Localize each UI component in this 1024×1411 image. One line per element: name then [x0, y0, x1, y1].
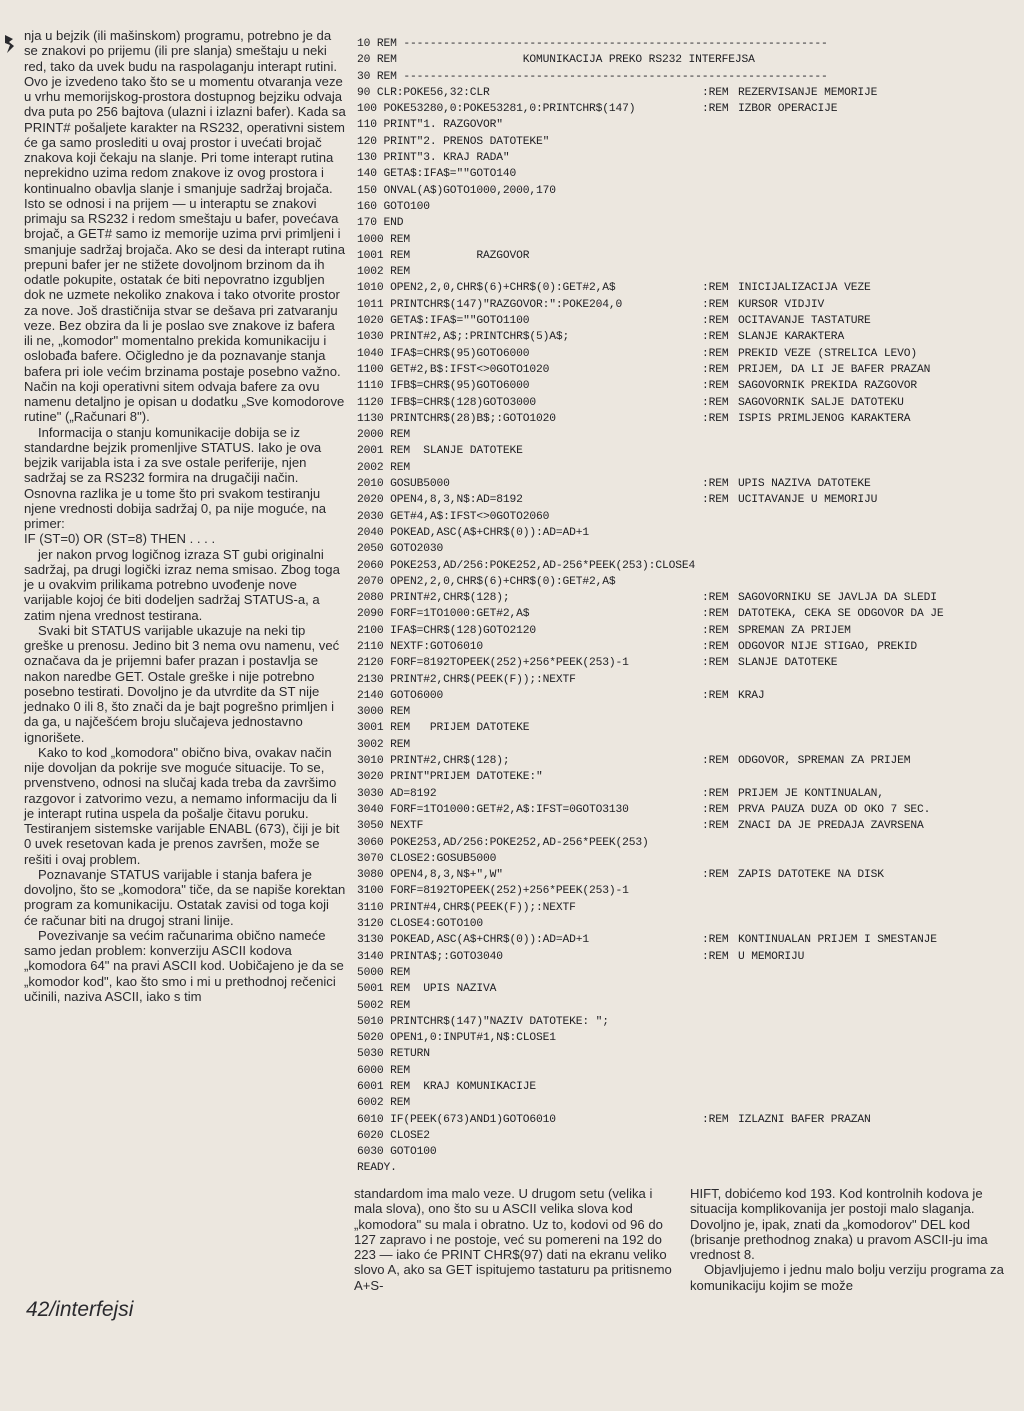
listing-code: 1010 OPEN2,2,0,CHR$(6)+CHR$(0):GET#2,A$	[357, 282, 616, 295]
listing-line	[357, 1079, 1022, 1095]
listing-rem: :REM	[702, 363, 729, 376]
listing-line	[357, 818, 1022, 834]
listing-code: 2120 FORF=8192TOPEEK(252)+256*PEEK(253)-1	[357, 657, 629, 670]
listing-rem: :REM	[702, 787, 729, 800]
listing-code: 3050 NEXTF	[357, 820, 424, 833]
listing-line	[357, 199, 1022, 215]
paragraph: Povezivanje sa većim računarima obično nameće samo jedan problem: konverziju ASCII kodova „komodora 64" na pravi ASCII kod. Uobičajeno je da se „komodor kod", kao što smo i mi u prethodnoj rečenici učinili, naziva ASCII, iako s tim	[24, 927, 344, 1004]
listing-code: 2002 REM	[357, 461, 411, 474]
listing-code: 2110 NEXTF:GOTO6010	[357, 640, 483, 653]
listing-code: 120 PRINT"2. PRENOS DATOTEKE"	[357, 135, 550, 148]
listing-line	[357, 297, 1022, 313]
listing-code: 3070 CLOSE2:GOSUB5000	[357, 852, 497, 865]
listing-line	[357, 883, 1022, 899]
listing-comment: IZLAZNI BAFER PRAZAN	[738, 1113, 871, 1126]
listing-line	[357, 1046, 1022, 1062]
listing-rem: :REM	[702, 657, 729, 670]
listing-line	[357, 737, 1022, 753]
listing-rem: :REM	[702, 689, 729, 702]
listing-comment: REZERVISANJE MEMORIJE	[738, 86, 878, 99]
listing-line	[357, 606, 1022, 622]
listing-line	[357, 590, 1022, 606]
listing-comment: INICIJALIZACIJA VEZE	[738, 282, 871, 295]
listing-line	[357, 101, 1022, 117]
listing-code: 5000 REM	[357, 966, 411, 979]
page-footer-label: 42/interfejsi	[26, 1298, 134, 1321]
listing-rem: :REM	[702, 494, 729, 507]
listing-code: 2001 REM SLANJE DATOTEKE	[357, 445, 523, 458]
listing-code: 140 GETA$:IFA$=""GOTO140	[357, 168, 517, 181]
listing-comment: OCITAVANJE TASTATURE	[738, 315, 871, 328]
listing-code: 110 PRINT"1. RAZGOVOR"	[357, 119, 503, 132]
listing-line	[357, 183, 1022, 199]
listing-code: 3110 PRINT#4,CHR$(PEEK(F));:NEXTF	[357, 901, 576, 914]
listing-rem: :REM	[702, 315, 729, 328]
listing-code: 2000 REM	[357, 429, 411, 442]
listing-comment: ZNACI DA JE PREDAJA ZAVRSENA	[738, 820, 924, 833]
listing-code: 20 REM KOMUNIKACIJA PREKO RS232 INTERFEJSA	[357, 54, 755, 67]
listing-line	[357, 1112, 1022, 1128]
listing-line	[357, 541, 1022, 557]
listing-code: 6010 IF(PEEK(673)AND1)GOTO6010	[357, 1113, 556, 1126]
listing-code: 30 REM ----------------------------------------------------------------	[357, 70, 828, 83]
listing-code: 170 END	[357, 217, 404, 230]
listing-line	[357, 362, 1022, 378]
listing-comment: KONTINUALAN PRIJEM I SMESTANJE	[738, 934, 937, 947]
listing-code: 3020 PRINT"PRIJEM DATOTEKE:"	[357, 771, 543, 784]
listing-line	[357, 329, 1022, 345]
listing-code: 6020 CLOSE2	[357, 1129, 430, 1142]
listing-code: 3040 FORF=1TO1000:GET#2,A$:IFST=0GOTO3130	[357, 803, 629, 816]
listing-line	[357, 264, 1022, 280]
listing-code: 3140 PRINTA$;:GOTO3040	[357, 950, 503, 963]
listing-code: 2080 PRINT#2,CHR$(128);	[357, 592, 510, 605]
listing-line	[357, 802, 1022, 818]
listing-line	[357, 900, 1022, 916]
listing-line	[357, 981, 1022, 997]
listing-rem: :REM	[702, 950, 729, 963]
listing-line	[357, 916, 1022, 932]
listing-line	[357, 134, 1022, 150]
listing-line	[357, 786, 1022, 802]
listing-rem: :REM	[702, 592, 729, 605]
listing-comment: KURSOR VIDJIV	[738, 298, 825, 311]
listing-comment: SLANJE DATOTEKE	[738, 657, 838, 670]
listing-line	[357, 1063, 1022, 1079]
listing-rem: :REM	[702, 1113, 729, 1126]
listing-code: 6030 GOTO100	[357, 1146, 437, 1159]
listing-line	[357, 492, 1022, 508]
listing-rem: :REM	[702, 86, 729, 99]
listing-line	[357, 1014, 1022, 1030]
listing-line	[357, 232, 1022, 248]
listing-code: 5002 REM	[357, 999, 411, 1012]
listing-code: 3030 AD=8192	[357, 787, 437, 800]
listing-code: 2040 POKEAD,ASC(A$+CHR$(0)):AD=AD+1	[357, 526, 590, 539]
listing-code: 2130 PRINT#2,CHR$(PEEK(F));:NEXTF	[357, 673, 576, 686]
listing-comment: IZBOR OPERACIJE	[738, 103, 838, 116]
listing-line	[357, 1030, 1022, 1046]
listing-line	[357, 280, 1022, 296]
listing-line	[357, 720, 1022, 736]
listing-rem: :REM	[702, 478, 729, 491]
listing-line	[357, 753, 1022, 769]
listing-line	[357, 150, 1022, 166]
listing-comment: PRIJEM, DA LI JE BAFER PRAZAN	[738, 363, 931, 376]
listing-code: 6002 REM	[357, 1097, 411, 1110]
listing-code: 2140 GOTO6000	[357, 689, 444, 702]
listing-line	[357, 655, 1022, 671]
listing-comment: SAGOVORNIK PREKIDA RAZGOVOR	[738, 380, 917, 393]
listing-code: 3010 PRINT#2,CHR$(128);	[357, 755, 510, 768]
listing-code: 2020 OPEN4,8,3,N$:AD=8192	[357, 494, 523, 507]
listing-comment: PREKID VEZE (STRELICA LEVO)	[738, 347, 917, 360]
listing-code: 1110 IFB$=CHR$(95)GOTO6000	[357, 380, 530, 393]
listing-comment: ISPIS PRIMLJENOG KARAKTERA	[738, 412, 911, 425]
listing-code: 2100 IFA$=CHR$(128)GOTO2120	[357, 624, 536, 637]
listing-rem: :REM	[702, 282, 729, 295]
listing-line	[357, 965, 1022, 981]
listing-line	[357, 1095, 1022, 1111]
listing-line	[357, 52, 1022, 68]
listing-code: 130 PRINT"3. KRAJ RADA"	[357, 152, 510, 165]
paragraph: HIFT, dobićemo kod 193. Kod kontrolnih kodova je situacija komplikovanija jer postoji malo slaganja. Dovoljno je, ipak, znati da „komodorov" DEL kod (brisanje prethodnog znaka) u pravom ASCII-ju ima vrednost 8.	[690, 1186, 988, 1262]
listing-line	[357, 867, 1022, 883]
listing-comment: SAGOVORNIK SALJE DATOTEKU	[738, 396, 904, 409]
listing-code: 160 GOTO100	[357, 200, 430, 213]
listing-rem: :REM	[702, 869, 729, 882]
listing-comment: KRAJ	[738, 689, 765, 702]
listing-line	[357, 476, 1022, 492]
listing-line	[357, 851, 1022, 867]
listing-rem: :REM	[702, 298, 729, 311]
paragraph: Informacija o stanju komunikacije dobija se iz standardne bejzik promenljive STATUS. Iako je ova bejzik varijabla ista i za sve ostale periferije, njen sadržaj se za RS232 formira na drugačiji način. Osnovna razlika je u tome što pri svakom testiranju njene vrednosti dobija sadržaj 0, pa nije moguće, na primer:	[24, 424, 327, 531]
listing-comment: PRVA PAUZA DUZA OD OKO 7 SEC.	[738, 803, 931, 816]
listing-line	[357, 1128, 1022, 1144]
paragraph: standardom ima malo veze. U drugom setu (velika i mala slova), ono što su u ASCII velika slova kod „komodora" su mala i obratno. Uz to, kodovi od 96 do 127 zapravo i ne postoje, već su pomereni na 192 do 223 — iako će PRINT CHR$(97) dati na ekranu veliko slovo A, ako sa GET ispitujemo tastaturu pa pritisnemo A+S-	[354, 1186, 672, 1293]
listing-comment: ODGOVOR, SPREMAN ZA PRIJEM	[738, 755, 911, 768]
listing-line	[357, 639, 1022, 655]
listing-rem: :REM	[702, 412, 729, 425]
listing-code: 100 POKE53280,0:POKE53281,0:PRINTCHR$(147)	[357, 103, 636, 116]
listing-code: 1040 IFA$=CHR$(95)GOTO6000	[357, 347, 530, 360]
listing-code: 6001 REM KRAJ KOMUNIKACIJE	[357, 1081, 536, 1093]
listing-line	[357, 623, 1022, 639]
listing-line	[357, 835, 1022, 851]
listing-line	[357, 688, 1022, 704]
right-bottom-column	[690, 1186, 1008, 1293]
listing-code: 1120 IFB$=CHR$(128)GOTO3000	[357, 396, 536, 409]
listing-rem: :REM	[702, 380, 729, 393]
paragraph: nja u bejzik (ili mašinskom) programu, potrebno je da se znakovi po prijemu (ili pre slanja) smeštaju u neki red, tako da uvek budu na raspolaganju interapt rutini. Ovo je izvedeno tako što se u momentu otvaranja veze u vrhu memorijskog-prostora dostupnog bejziku odvaja dva puta po 256 bajtova (ulazni i izlazni bafer). Kada sa PRINT# pošaljete karakter na RS232, operativni sistem će ga samo proslediti u ovaj prostor i uvećati brojač znakova koji čekaju na slanje. Pri tome interapt rutina neprekidno uzima redom znakove iz ovog prostora i kontinualno obavlja slanje i smanjuje sadržaj brojača. Isto se odnosi i na prijem — u interaptu se znakovi primaju sa RS232 i redom smeštaju u bafer, povećava brojač, a GET# samo iz memorije uzima prvi primljeni i smanjuje sadržaj brojača. Ako se desi da interapt rutina prepuni bafer jer ne stižete dovoljnom brzinom da ih odatle pokupite, ostatak će biti nepovratno izgubljen dok ne uzmete nekoliko znakova i tako otvorite prostor za nove. Još drastičnija stvar se dešava pri zatvaranju veze. Bez obzira da li je poslao sve znakove iz bafera ili ne, „komodor" momentalno prekida komunikaciju i oslobađa bafere. Očigledno je da poznavanje stanja bafera pri iole većim brzinama postaje posebno važno. Način na koji operativni sitem odvaja bafere za ovu namenu detaljno je opisan u dodatku „Sve komodorove rutine" („Računari 8").	[24, 28, 346, 425]
listing-line	[357, 509, 1022, 525]
listing-line	[357, 704, 1022, 720]
listing-comment: SLANJE KARAKTERA	[738, 331, 845, 344]
listing-code: 5020 OPEN1,0:INPUT#1,N$:CLOSE1	[357, 1032, 556, 1045]
listing-line	[357, 166, 1022, 182]
listing-comment: ODGOVOR NIJE STIGAO, PREKID	[738, 640, 917, 653]
listing-code: 1100 GET#2,B$:IFST<>0GOTO1020	[357, 363, 550, 376]
listing-line	[357, 460, 1022, 476]
listing-rem: :REM	[702, 755, 729, 768]
listing-code: 3080 OPEN4,8,3,N$+",W"	[357, 869, 503, 882]
listing-code: 1030 PRINT#2,A$;:PRINTCHR$(5)A$;	[357, 331, 570, 344]
listing-line	[357, 525, 1022, 541]
listing-rem: :REM	[702, 934, 729, 947]
listing-line	[357, 443, 1022, 459]
listing-line	[357, 1144, 1022, 1160]
listing-rem: :REM	[702, 820, 729, 833]
listing-line	[357, 769, 1022, 785]
listing-code: 2070 OPEN2,2,0,CHR$(6)+CHR$(0):GET#2,A$	[357, 575, 616, 588]
listing-line	[357, 346, 1022, 362]
listing-line	[357, 378, 1022, 394]
listing-code: 3002 REM	[357, 738, 411, 751]
listing-code: 1020 GETA$:IFA$=""GOTO1100	[357, 315, 530, 328]
listing-code: 3100 FORF=8192TOPEEK(252)+256*PEEK(253)-1	[357, 885, 629, 898]
listing-rem: :REM	[702, 608, 729, 621]
listing-comment: UCITAVANJE U MEMORIJU	[738, 494, 878, 507]
listing-comment: DATOTEKA, CEKA SE ODGOVOR DA JE	[738, 608, 944, 621]
listing-code: 2090 FORF=1TO1000:GET#2,A$	[357, 608, 530, 621]
listing-line	[357, 411, 1022, 427]
paragraph: Kako to kod „komodora" obično biva, ovakav način nije dovoljan da pokrije sve moguće situacije. To se, prvenstveno, odnosi na slučaj kada treba da završimo razgovor i zatvorimo vezu, a nemamo informaciju da li je interapt rutina uspela da pošalje čitavu poruku. Testiranjem sistemske varijable ENABL (673), čiji je bit 0 uvek resetovan kada je prenos završen, može se rešiti i ovaj problem.	[24, 744, 340, 867]
listing-comment: ZAPIS DATOTEKE NA DISK	[738, 869, 884, 882]
listing-comment: UPIS NAZIVA DATOTEKE	[738, 478, 871, 491]
listing-comment: SPREMAN ZA PRIJEM	[738, 624, 851, 637]
listing-code: 3000 REM	[357, 706, 411, 719]
paragraph: Svaki bit STATUS varijable ukazuje na neki tip greške u prenosu. Jedino bit 3 nema ovu namenu, već označava da je prijemni bafer prazan i postavlja se nakon naredbe GET. Ostale greške i nije potrebno posebno testirati. Dovoljno je da utvrdite da ST nije jednako 0 ili 8, što znači da je bajt pogrešno primljen i da ga, u najčešćem broju slučajeva jednostavno ignorišete.	[24, 622, 340, 745]
listing-line	[357, 932, 1022, 948]
paragraph: Poznavanje STATUS varijable i stanja bafera je dovoljno, što se „komodora" tiče, da se napiše korektan program za komunikaciju. Ostatak zavisi od toga koji će računar biti na drugoj strani linije.	[24, 866, 346, 928]
listing-code: 1011 PRINTCHR$(147)"RAZGOVOR:":POKE204,0	[357, 298, 623, 311]
middle-bottom-column	[354, 1186, 672, 1293]
listing-code: 1001 REM RAZGOVOR	[357, 249, 530, 262]
listing-rem: :REM	[702, 347, 729, 360]
listing-line	[357, 85, 1022, 101]
basic-program-listing	[357, 36, 1022, 1177]
inline-code-example: IF (ST=0) OR (ST=8) THEN . . . .	[24, 531, 216, 547]
listing-code: 3130 POKEAD,ASC(A$+CHR$(0)):AD=AD+1	[357, 934, 590, 947]
pen-mark-icon	[2, 33, 18, 55]
paragraph: jer nakon prvog logičnog izraza ST gubi originalni sadržaj, pa drugi logički izraz nema smisao. Zbog toga je u ovakvim prilikama potrebno uvođenje nove varijable kojoj će biti dodeljen sadržaj STATUS-a, a zatim njena vrednost testirana.	[24, 546, 340, 623]
listing-line	[357, 248, 1022, 264]
listing-code: READY.	[357, 1162, 397, 1175]
listing-code: 1130 PRINTCHR$(28)B$;:GOTO1020	[357, 412, 556, 425]
listing-comment: PRIJEM JE KONTINUALAN,	[738, 787, 884, 800]
listing-line	[357, 427, 1022, 443]
listing-rem: :REM	[702, 396, 729, 409]
listing-code: 1000 REM	[357, 233, 411, 246]
listing-code: 2060 POKE253,AD/256:POKE252,AD-256*PEEK(253):CLOSE4	[357, 559, 696, 572]
listing-line	[357, 672, 1022, 688]
listing-code: 10 REM ----------------------------------------------------------------	[357, 38, 828, 50]
listing-code: 5030 RETURN	[357, 1048, 430, 1061]
listing-rem: :REM	[702, 803, 729, 816]
listing-comment: SAGOVORNIKU SE JAVLJA DA SLEDI	[738, 592, 937, 605]
listing-code: 3001 REM PRIJEM DATOTEKE	[357, 722, 530, 735]
listing-rem: :REM	[702, 331, 729, 344]
listing-code: 6000 REM	[357, 1064, 411, 1077]
listing-code: 150 ONVAL(A$)GOTO1000,2000,170	[357, 184, 556, 197]
listing-line	[357, 69, 1022, 85]
listing-rem: :REM	[702, 103, 729, 116]
listing-line	[357, 558, 1022, 574]
listing-code: 2010 GOSUB5000	[357, 478, 450, 491]
listing-code: 90 CLR:POKE56,32:CLR	[357, 86, 490, 99]
listing-line	[357, 1160, 1022, 1176]
listing-code: 5001 REM UPIS NAZIVA	[357, 983, 497, 996]
listing-line	[357, 313, 1022, 329]
paragraph: Objavljujemo i jednu malo bolju verziju programa za komunikaciju kojim se može	[690, 1262, 1004, 1293]
listing-comment: U MEMORIJU	[738, 950, 805, 963]
listing-rem: :REM	[702, 624, 729, 637]
listing-line	[357, 574, 1022, 590]
listing-code: 2030 GET#4,A$:IFST<>0GOTO2060	[357, 510, 550, 523]
listing-code: 3120 CLOSE4:GOTO100	[357, 918, 483, 931]
listing-code: 2050 GOTO2030	[357, 543, 444, 556]
listing-line	[357, 117, 1022, 133]
listing-code: 1002 REM	[357, 266, 411, 279]
listing-code: 3060 POKE253,AD/256:POKE252,AD-256*PEEK(253)	[357, 836, 649, 849]
listing-line	[357, 36, 1022, 52]
left-text-column	[24, 28, 346, 1004]
listing-line	[357, 949, 1022, 965]
listing-code: 5010 PRINTCHR$(147)"NAZIV DATOTEKE: ";	[357, 1015, 609, 1028]
listing-rem: :REM	[702, 640, 729, 653]
listing-line	[357, 395, 1022, 411]
listing-line	[357, 215, 1022, 231]
listing-line	[357, 998, 1022, 1014]
